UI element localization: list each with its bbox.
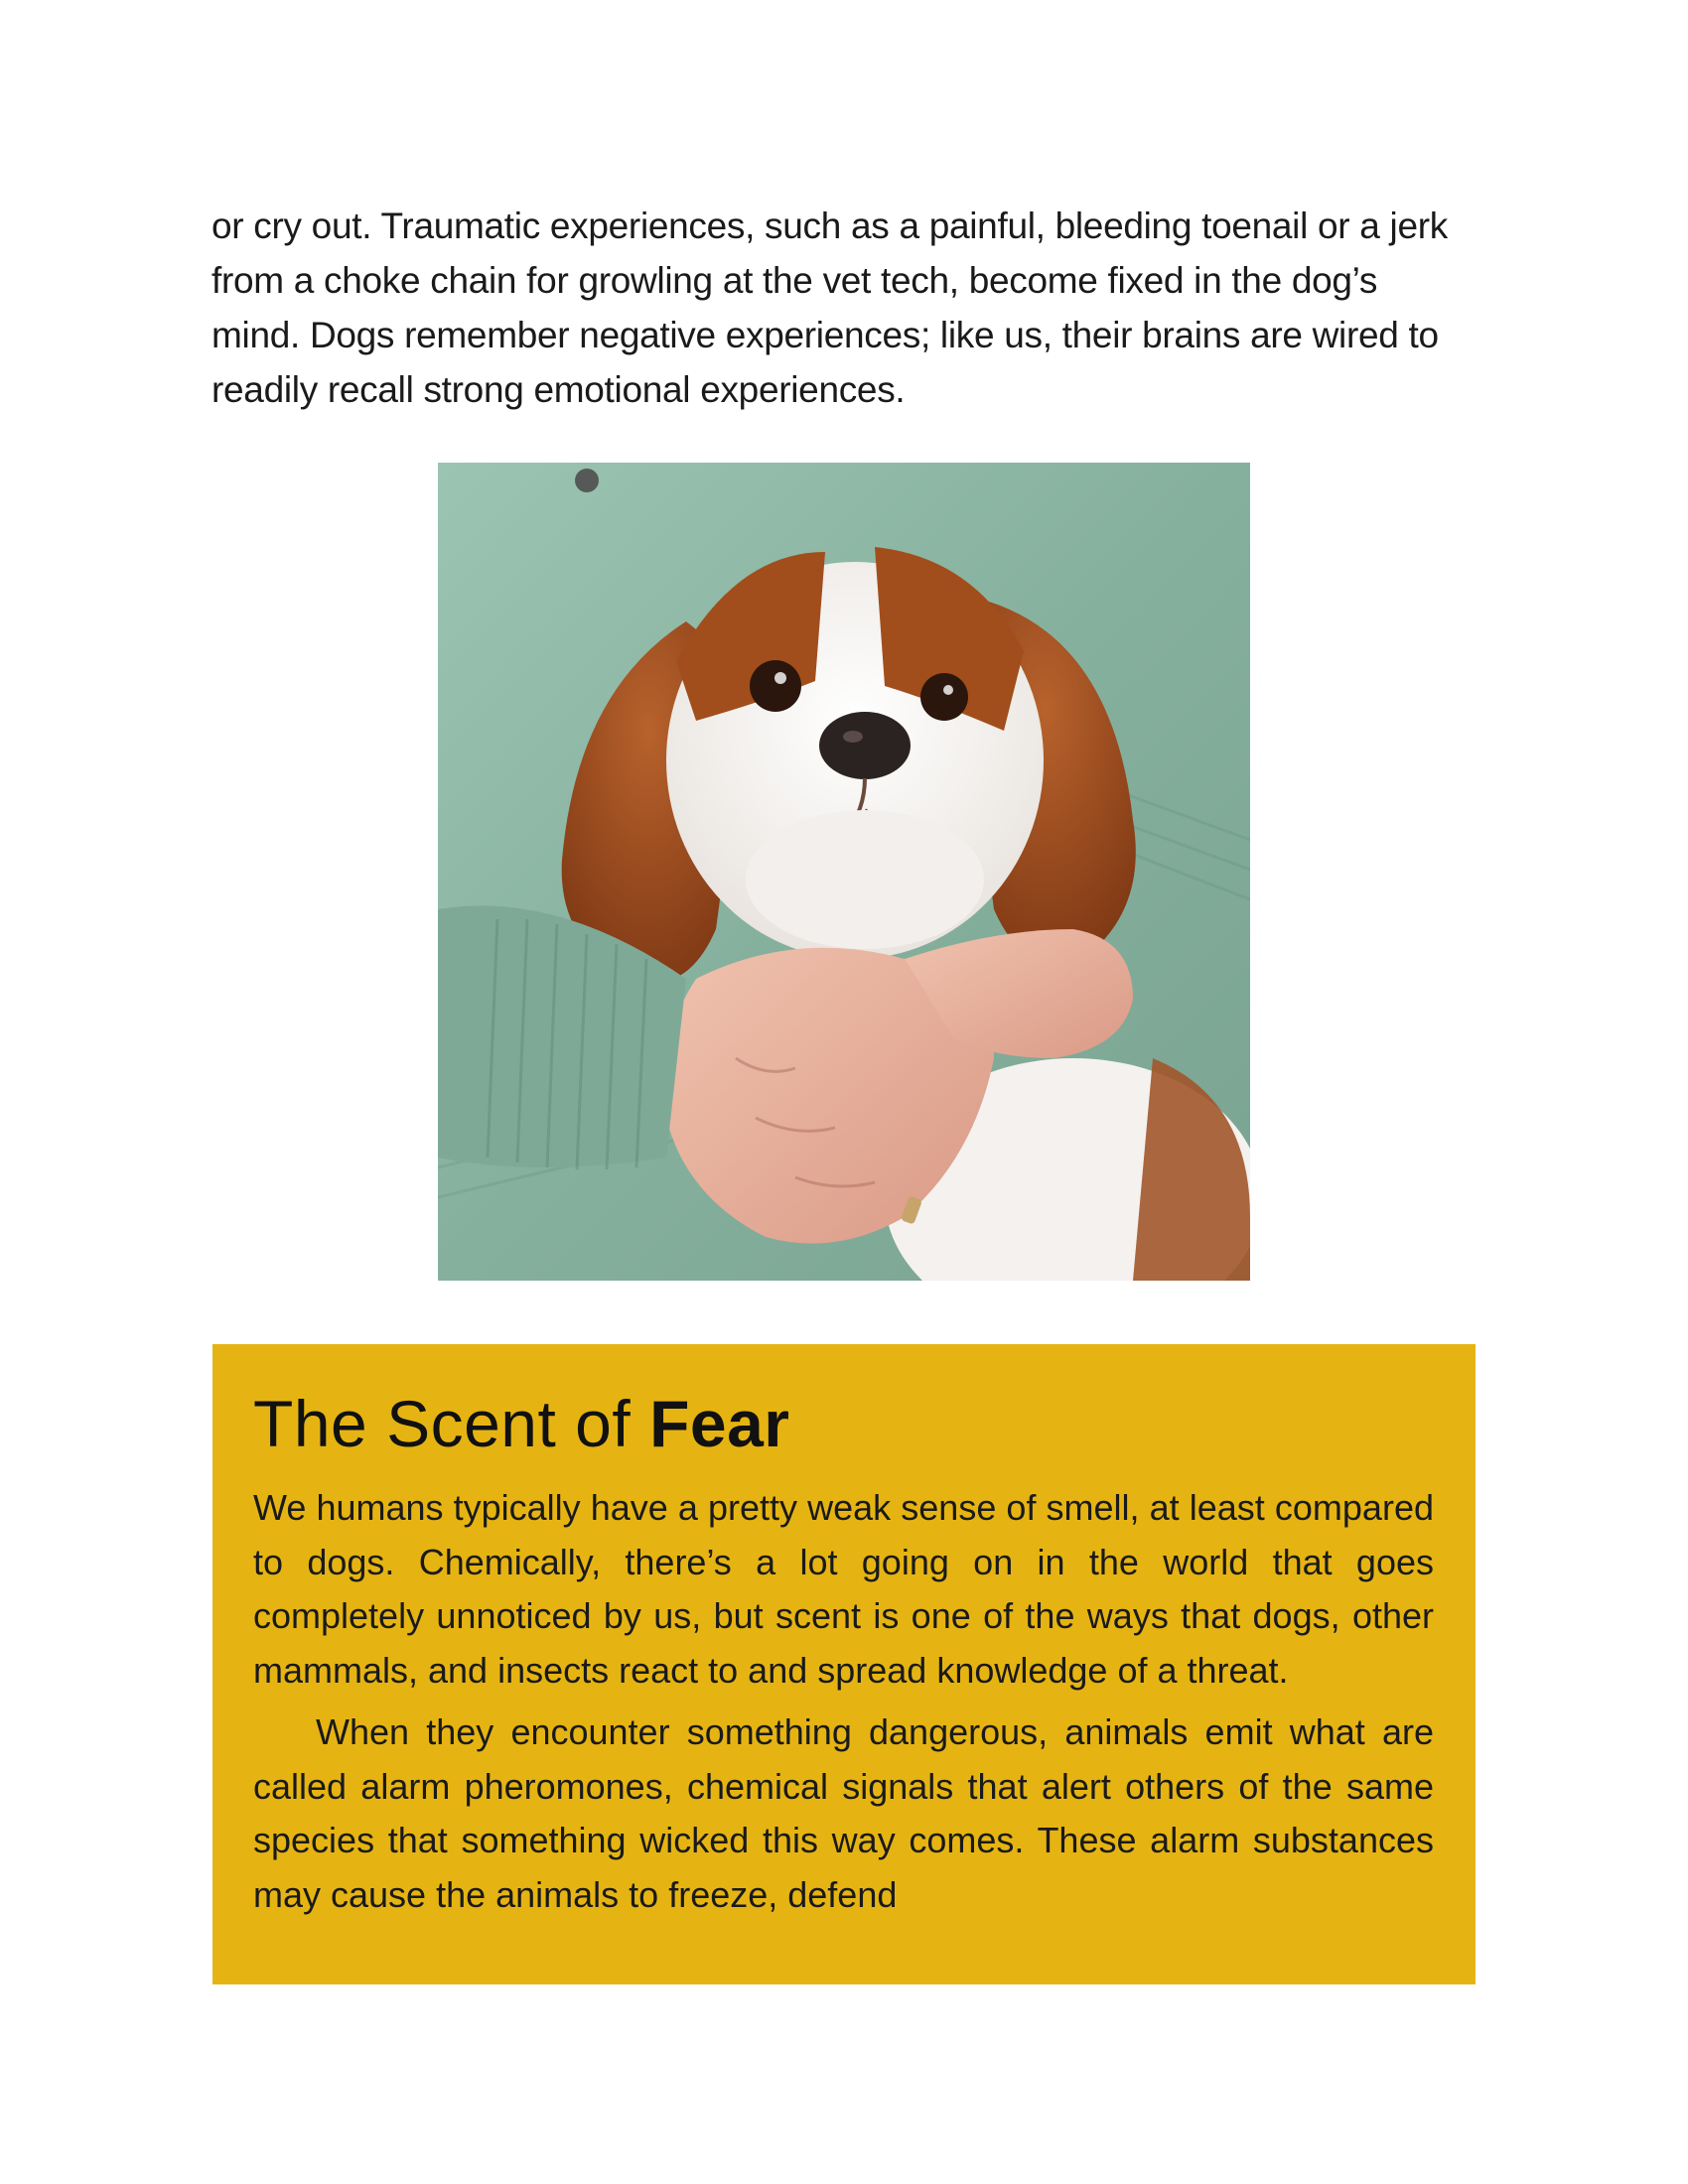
- intro-paragraph: or cry out. Traumatic experiences, such as a painful, bleeding toenail or a jerk from a choke chain for growling at the vet tech, become fixed in the dog’s mind. Dogs remember negative experiences; like us, their brains are wired to readily recall strong emotional experiences.: [211, 205, 1448, 410]
- dog-photo: [438, 463, 1250, 1281]
- sidebar-box: [212, 1344, 1476, 1984]
- sidebar-title-bold: Fear: [649, 1387, 790, 1460]
- sidebar-title: [253, 1384, 1434, 1463]
- sidebar-paragraph-2: When they encounter something dangerous, animals emit what are called alarm pheromones, chemical signals that alert others of the same species that something wicked this way comes. These alarm substances may cause the animals to freeze, defend: [253, 1711, 1434, 1915]
- dog-illustration: [438, 463, 1250, 1281]
- sidebar-title-regular: The Scent of: [253, 1387, 650, 1460]
- sidebar-paragraph-1: We humans typically have a pretty weak sense of smell, at least compared to dogs. Chemically, there’s a lot going on in the world that goes completely unnoticed by us, but scent is one of the ways that dogs, other mammals, and insects react to and spread knowledge of a threat.: [253, 1487, 1434, 1691]
